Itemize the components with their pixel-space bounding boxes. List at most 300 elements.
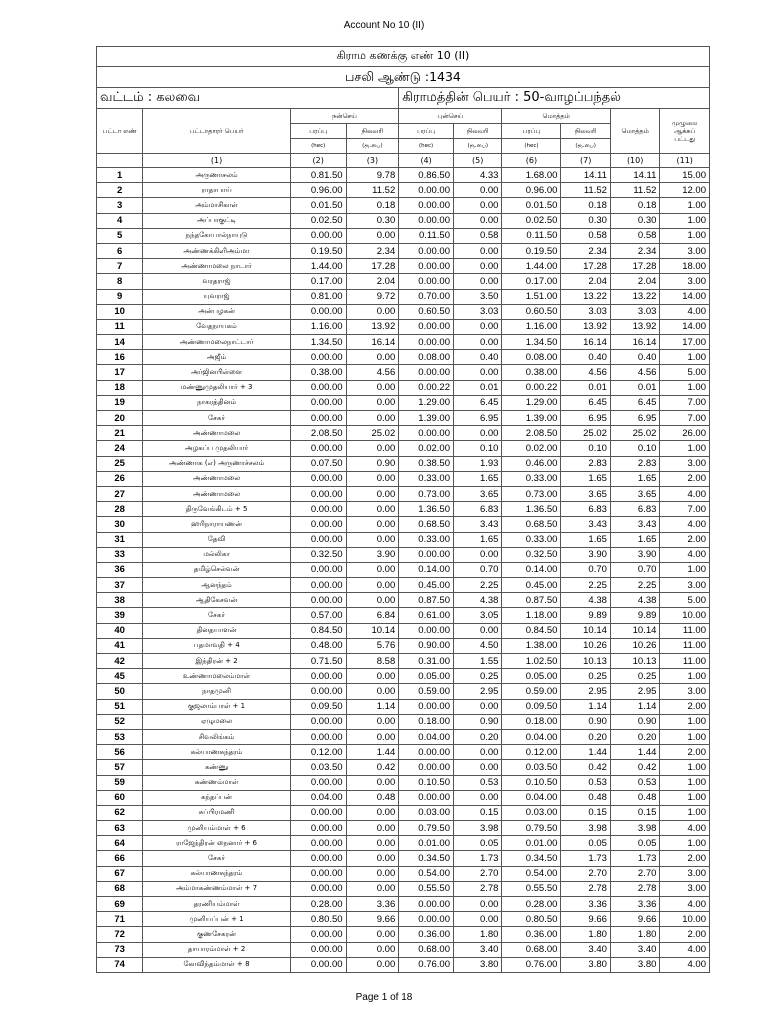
total-tax: 0.15 [561,805,611,820]
total-tax: 16.14 [561,335,611,350]
page-header: Account No 10 (II) [343,20,425,31]
owner-name: தமிழ்செல்வன் [143,562,290,577]
table-row [97,790,710,805]
dry-area: 0.00.00 [399,699,454,714]
full-patta-amount: 5.00 [660,365,710,380]
total-tax: 0.53 [561,775,611,790]
grand-total: 2.25 [610,578,660,593]
wet-area: 0.17.00 [290,274,346,289]
total-area: 0.87.50 [502,593,561,608]
dry-tax: 4.33 [454,168,502,183]
dry-tax: 0.00 [454,912,502,927]
total-area: 0.79.50 [502,821,561,836]
table-row [97,395,710,410]
owner-name: கந்தப்பன் [143,790,290,805]
dry-tax: 3.98 [454,821,502,836]
owner-name: சேகர் [143,608,290,623]
grand-total: 0.15 [610,805,660,820]
patta-number: 51 [97,699,143,714]
patta-number: 16 [97,350,143,365]
wet-tax: 25.02 [346,426,399,441]
dry-area: 0.00.00 [399,259,454,274]
fasli-year: பசலி ஆண்டு :1434 [97,67,710,88]
wet-tax: 0.00 [346,441,399,456]
grand-total: 1.14 [610,699,660,714]
dry-area: 0.00.00 [399,319,454,334]
total-area-header: பரப்பு [502,124,561,139]
total-area: 0.59.00 [502,684,561,699]
wet-area: 0.00.00 [290,380,346,395]
wet-tax: 5.76 [346,638,399,653]
grand-total: 16.14 [610,335,660,350]
wet-area: 0.00.00 [290,441,346,456]
wet-tax: 0.00 [346,486,399,501]
wet-area: 0.00.00 [290,395,346,410]
total-tax: 3.90 [561,547,611,562]
table-row [97,289,710,304]
owner-name: ராதாபாய் [143,183,290,198]
grand-total: 25.02 [610,426,660,441]
dry-area: 0.18.00 [399,714,454,729]
total-tax: 0.18 [561,198,611,213]
full-patta-amount: 17.00 [660,335,710,350]
wet-area: 0.00.00 [290,350,346,365]
wet-area: 0.81.00 [290,289,346,304]
dry-tax: 0.00 [454,760,502,775]
wet-area: 2.08.50 [290,426,346,441]
wet-area: 0.57.00 [290,608,346,623]
full-patta-amount: 1.00 [660,729,710,744]
table-row [97,335,710,350]
dry-area: 0.00.00 [399,183,454,198]
dry-land-header: புன்செய் [399,109,502,124]
patta-number: 38 [97,593,143,608]
total-tax: 2.95 [561,684,611,699]
total-area: 0.04.00 [502,790,561,805]
wet-tax: 9.72 [346,289,399,304]
wet-area: 0.32.50 [290,547,346,562]
table-row [97,532,710,547]
wet-area: 0.00.00 [290,669,346,684]
total-area: 1.38.00 [502,638,561,653]
dry-area-header: பரப்பு [399,124,454,139]
grand-total: 0.10 [610,441,660,456]
dry-area: 0.45.00 [399,578,454,593]
dry-area: 0.60.50 [399,304,454,319]
dry-area: 0.00.00 [399,897,454,912]
wet-area-unit: (hec) [290,139,346,154]
wet-area: 0.81.50 [290,168,346,183]
grand-total: 6.95 [610,411,660,426]
dry-tax: 0.00 [454,790,502,805]
dry-area: 0.34.50 [399,851,454,866]
dry-tax: 4.38 [454,593,502,608]
dry-area: 0.55.50 [399,881,454,896]
table-row [97,729,710,744]
taluk-name: வட்டம் : கலவை [97,88,399,109]
dry-tax: 0.00 [454,274,502,289]
dry-area: 0.10.50 [399,775,454,790]
total-tax: 1.44 [561,745,611,760]
patta-number: 74 [97,957,143,972]
total-tax-unit: (ரூ.பை) [561,139,611,154]
table-row [97,836,710,851]
wet-tax: 0.00 [346,228,399,243]
wet-area: 0.00.00 [290,228,346,243]
patta-number: 71 [97,912,143,927]
dry-tax: 2.25 [454,578,502,593]
wet-area: 0.00.00 [290,578,346,593]
wet-tax-header: நிலவரி [346,124,399,139]
patta-number: 9 [97,289,143,304]
patta-number: 40 [97,623,143,638]
patta-number: 20 [97,411,143,426]
total-area: 0.01.50 [502,198,561,213]
col-number: (2) [290,154,346,168]
full-patta-amount: 10.00 [660,912,710,927]
wet-area-header: பரப்பு [290,124,346,139]
full-patta-amount: 3.00 [660,866,710,881]
table-row [97,684,710,699]
dry-area: 0.68.00 [399,942,454,957]
patta-number: 3 [97,198,143,213]
wet-area: 0.01.50 [290,198,346,213]
wet-area: 0.80.50 [290,912,346,927]
dry-area: 0.14.00 [399,562,454,577]
patta-number: 18 [97,380,143,395]
grand-total: 1.73 [610,851,660,866]
dry-area: 0.00.00 [399,760,454,775]
wet-tax: 6.84 [346,608,399,623]
grand-total: 3.80 [610,957,660,972]
table-row [97,654,710,669]
table-row [97,623,710,638]
wet-area: 0.00.00 [290,866,346,881]
dry-tax-header: நிலவரி [454,124,502,139]
wet-tax: 9.66 [346,912,399,927]
total-tax: 0.40 [561,350,611,365]
dry-area: 0.05.00 [399,669,454,684]
wet-area: 0.00.00 [290,851,346,866]
total-tax: 3.03 [561,304,611,319]
total-area: 0.34.50 [502,851,561,866]
total-tax: 9.89 [561,608,611,623]
wet-tax: 16.14 [346,335,399,350]
dry-area: 0.73.00 [399,486,454,501]
owner-name: கோவிந்தம்மாள் + 8 [143,957,290,972]
wet-tax: 0.00 [346,942,399,957]
dry-area: 0.00.00 [399,274,454,289]
dry-area: 0.68.50 [399,517,454,532]
patta-number: 7 [97,259,143,274]
owner-name: வரதராஜ் [143,274,290,289]
full-patta-amount: 14.00 [660,319,710,334]
total-tax: 2.78 [561,881,611,896]
owner-name: அண்ணக்கிளிஅம்மா [143,243,290,258]
dry-tax: 3.40 [454,942,502,957]
full-patta-amount: 10.00 [660,608,710,623]
owner-name: அம்மாகண்ணம்மாள் + 7 [143,881,290,896]
table-row [97,760,710,775]
total-area: 1.44.00 [502,259,561,274]
owner-name: கண்ணு [143,760,290,775]
total-area: 0.03.50 [502,760,561,775]
full-patta-amount: 2.00 [660,699,710,714]
table-row [97,426,710,441]
total-tax: 1.80 [561,927,611,942]
full-patta-amount: 2.00 [660,851,710,866]
dry-area: 1.36.50 [399,502,454,517]
wet-area: 0.71.50 [290,654,346,669]
wet-tax: 0.00 [346,517,399,532]
dry-tax: 0.00 [454,623,502,638]
grand-total: 4.38 [610,593,660,608]
patta-number: 4 [97,213,143,228]
total-tax: 6.95 [561,411,611,426]
table-row [97,881,710,896]
grand-total: 3.43 [610,517,660,532]
col-number: (11) [660,154,710,168]
full-patta-amount: 3.00 [660,578,710,593]
dry-area: 0.00.00 [399,213,454,228]
col-number: (1) [143,154,290,168]
patta-number: 39 [97,608,143,623]
total-tax: 10.14 [561,623,611,638]
table-row [97,274,710,289]
grand-total: 13.92 [610,319,660,334]
patta-number: 69 [97,897,143,912]
wet-tax: 0.00 [346,775,399,790]
grand-total: 9.89 [610,608,660,623]
table-row [97,304,710,319]
patta-number: 36 [97,562,143,577]
dry-tax: 0.00 [454,547,502,562]
patta-number: 31 [97,532,143,547]
full-patta-amount: 2.00 [660,745,710,760]
total-area: 0.68.00 [502,942,561,957]
grand-total: 2.04 [610,274,660,289]
table-row [97,380,710,395]
dry-area: 0.31.00 [399,654,454,669]
dry-tax: 2.70 [454,866,502,881]
owner-name: அண்ணாமலை [143,471,290,486]
total-area: 1.18.00 [502,608,561,623]
total-tax: 0.42 [561,760,611,775]
owner-name: யுவராஜ் [143,289,290,304]
dry-tax: 0.15 [454,805,502,820]
owner-name: அண்ணாமலை [143,486,290,501]
patta-number: 64 [97,836,143,851]
dry-area: 0.33.00 [399,471,454,486]
full-patta-amount: 4.00 [660,486,710,501]
grand-total: 1.65 [610,532,660,547]
grand-total: 2.70 [610,866,660,881]
dry-tax: 0.01 [454,380,502,395]
wet-area: 0.00.00 [290,532,346,547]
full-patta-amount: 11.00 [660,654,710,669]
full-patta-amount: 4.00 [660,942,710,957]
owner-name: கண்ணம்மாள் [143,775,290,790]
table-row [97,669,710,684]
owner-name: நாதமுனி [143,684,290,699]
wet-tax: 0.18 [346,198,399,213]
wet-tax: 0.90 [346,456,399,471]
full-patta-amount: 14.00 [660,289,710,304]
owner-name: ராஜேந்திரன் நைனார் + 6 [143,836,290,851]
total-tax: 4.38 [561,593,611,608]
total-tax: 2.70 [561,866,611,881]
grand-total: 0.01 [610,380,660,395]
patta-number: 14 [97,335,143,350]
grand-total: 3.03 [610,304,660,319]
table-row [97,411,710,426]
col-number [97,154,143,168]
page-footer: Page 1 of 18 [355,992,413,1003]
wet-tax: 0.00 [346,578,399,593]
wet-area: 0.00.00 [290,684,346,699]
dry-tax: 0.00 [454,213,502,228]
wet-land-header: நன்செய் [290,109,398,124]
total-area: 0.84.50 [502,623,561,638]
full-patta-amount: 1.00 [660,790,710,805]
full-patta-amount: 1.00 [660,350,710,365]
grand-total: 17.28 [610,259,660,274]
total-tax: 25.02 [561,426,611,441]
wet-area: 0.19.50 [290,243,346,258]
dry-tax: 0.25 [454,669,502,684]
wet-tax: 3.90 [346,547,399,562]
patta-number: 53 [97,729,143,744]
table-row [97,259,710,274]
dry-tax: 3.50 [454,289,502,304]
dry-tax: 3.65 [454,486,502,501]
owner-name: அர்ஜினபிள்ளை [143,365,290,380]
total-area: 1.39.00 [502,411,561,426]
table-row [97,912,710,927]
total-area: 0.28.00 [502,897,561,912]
owner-name: அருணாசலம் [143,168,290,183]
wet-area: 0.07.50 [290,456,346,471]
dry-area: 1.39.00 [399,411,454,426]
full-patta-amount: 4.00 [660,304,710,319]
table-row [97,608,710,623]
patta-number: 59 [97,775,143,790]
dry-tax: 3.43 [454,517,502,532]
dry-tax: 0.00 [454,259,502,274]
owner-name: தினதயாளன் [143,623,290,638]
full-patta-amount: 11.00 [660,623,710,638]
patta-number: 2 [97,183,143,198]
patta-number: 24 [97,441,143,456]
dry-tax: 6.83 [454,502,502,517]
grand-total: 10.14 [610,623,660,638]
full-patta-amount: 3.00 [660,274,710,289]
patta-number: 41 [97,638,143,653]
grand-total: 0.58 [610,228,660,243]
total-tax: 3.98 [561,821,611,836]
dry-area: 0.76.00 [399,957,454,972]
total-area: 0.11.50 [502,228,561,243]
table-row [97,243,710,258]
owner-name: நாகரத்தினம் [143,395,290,410]
total-area: 0.80.50 [502,912,561,927]
table-row [97,365,710,380]
dry-area: 0.08.00 [399,350,454,365]
wet-tax: 2.34 [346,243,399,258]
full-patta-amount: 1.00 [660,714,710,729]
owner-name: ஹரிநாராயணன் [143,517,290,532]
patta-number: 42 [97,654,143,669]
total-area: 1.34.50 [502,335,561,350]
dry-area: 0.00.00 [399,426,454,441]
full-patta-amount: 1.00 [660,441,710,456]
grand-total: 2.78 [610,881,660,896]
owner-name: அண்ணாமலைநாட்டார் [143,335,290,350]
total-tax: 3.40 [561,942,611,957]
grand-total: 3.90 [610,547,660,562]
grand-total: 1.65 [610,471,660,486]
owner-name: மல்லிகா [143,547,290,562]
wet-tax: 13.92 [346,319,399,334]
owner-name: ஆனந்தம் [143,578,290,593]
dry-tax: 3.03 [454,304,502,319]
dry-tax: 3.80 [454,957,502,972]
total-tax: 1.14 [561,699,611,714]
dry-area: 0.00.00 [399,745,454,760]
col-number: (6) [502,154,561,168]
total-area: 0.55.50 [502,881,561,896]
total-tax: 0.90 [561,714,611,729]
patta-number: 63 [97,821,143,836]
wet-area: 0.00.00 [290,821,346,836]
full-patta-amount: 26.00 [660,426,710,441]
dry-tax: 0.00 [454,198,502,213]
wet-area: 0.38.00 [290,365,346,380]
table-row [97,228,710,243]
wet-area: 1.44.00 [290,259,346,274]
total-tax: 2.25 [561,578,611,593]
grand-total: 0.53 [610,775,660,790]
wet-tax: 3.36 [346,897,399,912]
wet-area: 0.00.00 [290,881,346,896]
total-area: 0.10.50 [502,775,561,790]
dry-tax: 0.10 [454,441,502,456]
wet-area: 0.09.50 [290,699,346,714]
owner-name: உண்ணாமலைம்மாள் [143,669,290,684]
wet-tax: 0.00 [346,502,399,517]
total-tax: 0.30 [561,213,611,228]
total-area: 0.73.00 [502,486,561,501]
wet-area: 0.02.50 [290,213,346,228]
dry-area: 0.00.22 [399,380,454,395]
patta-number: 30 [97,517,143,532]
total-tax: 3.65 [561,486,611,501]
owner-name: அண்ணாமலை [143,426,290,441]
dry-tax: 1.65 [454,532,502,547]
wet-area: 0.03.50 [290,760,346,775]
wet-tax: 0.00 [346,881,399,896]
wet-area: 0.12.00 [290,745,346,760]
wet-area: 0.00.00 [290,593,346,608]
dry-area: 0.03.00 [399,805,454,820]
total-area: 0.17.00 [502,274,561,289]
total-area: 0.09.50 [502,699,561,714]
table-row [97,927,710,942]
dry-area: 0.33.00 [399,532,454,547]
dry-tax-unit: (ரூ.பை) [454,139,502,154]
owner-name: இந்திரன் + 2 [143,654,290,669]
total-tax: 2.83 [561,456,611,471]
